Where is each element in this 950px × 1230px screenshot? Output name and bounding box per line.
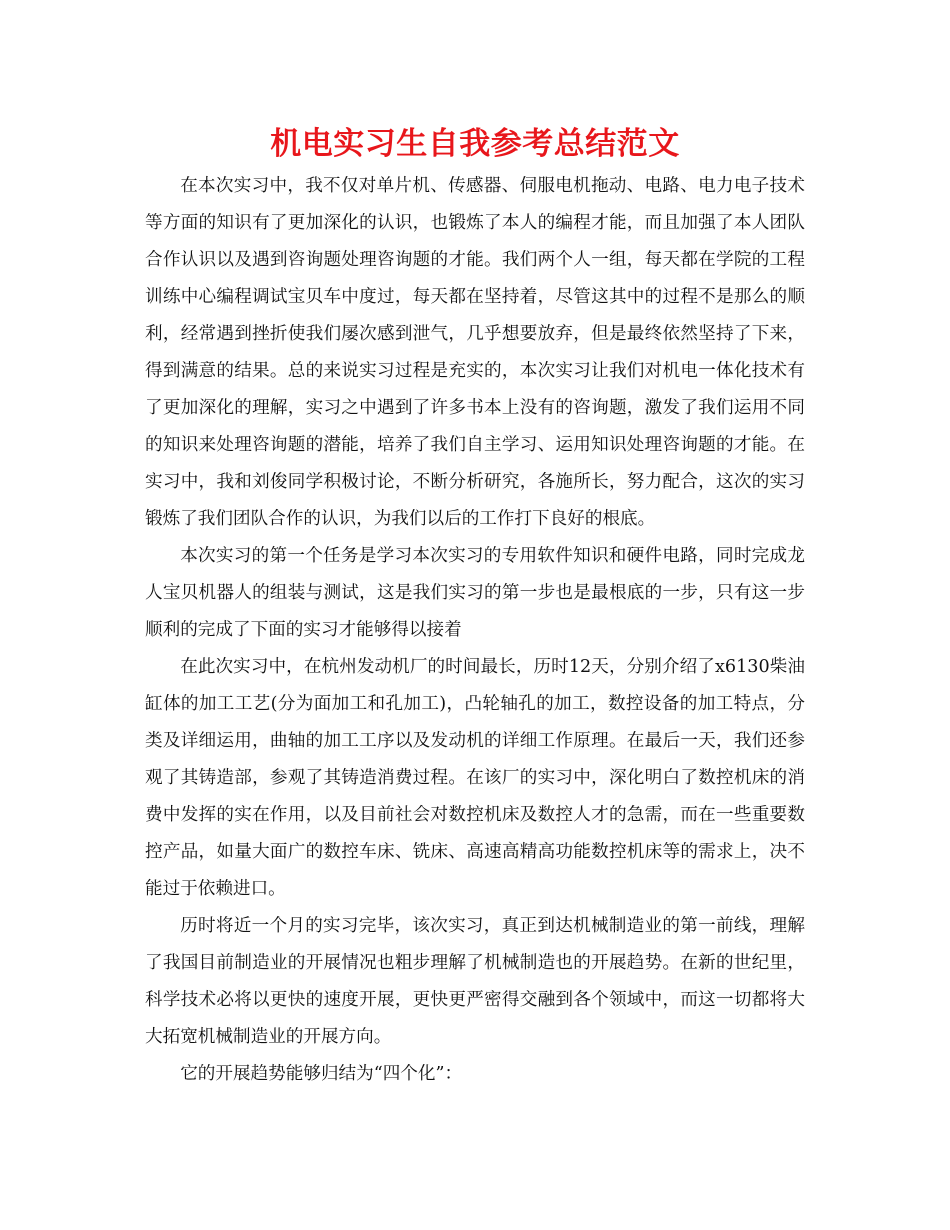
paragraph-2: 本次实习的第一个任务是学习本次实习的专用软件知识和硬件电路，同时完成龙人宝贝机器人的组装与测试，这是我们实习的第一步也是最根底的一步，只有这一步顺利的完成了下面的实习才能够得以接着 [145, 546, 805, 640]
paragraph-4: 历时将近一个月的实习完毕，该次实习，真正到达机械制造业的第一前线，理解了我国目前制造业的开展情况也粗步理解了机械制造也的开展趋势。在新的世纪里，科学技术必将以更快的速度开展，更快更严密得交融到各个领域中，而这一切都将大大拓宽机械制造业的开展方向。 [145, 916, 805, 1047]
paragraph-3: 在此次实习中，在杭州发动机厂的时间最长，历时12天，分别介绍了x6130柴油缸体的加工工艺(分为面加工和孔加工)，凸轮轴孔的加工，数控设备的加工特点，分类及详细运用，曲轴的加工工序以及发动机的详细工作原理。在最后一天，我们还参观了其铸造部，参观了其铸造消费过程。在该厂的实习中，深化明白了数控机床的消费中发挥的实在作用，以及目前社会对数控机床及数控人才的急需，而在一些重要数控产品，如量大面广的数控车床、铣床、高速高精高功能数控机床等的需求上，决不能过于依赖进口。 [145, 657, 805, 899]
document-title: 机电实习生自我参考总结范文 [270, 126, 680, 162]
document-body [145, 168, 805, 1093]
paragraph-1: 在本次实习中，我不仅对单片机、传感器、伺服电机拖动、电路、电力电子技术等方面的知识有了更加深化的认识，也锻炼了本人的编程才能，而且加强了本人团队合作认识以及遇到咨询题处理咨询题的才能。我们两个人一组，每天都在学院的工程训练中心编程调试宝贝车中度过，每天都在坚持着，尽管这其中的过程不是那么的顺利，经常遇到挫折使我们屡次感到泄气，几乎想要放弃，但是最终依然坚持了下来，得到满意的结果。总的来说实习过程是充实的，本次实习让我们对机电一体化技术有了更加深化的理解，实习之中遇到了许多书本上没有的咨询题，激发了我们运用不同的知识来处理咨询题的潜能，培养了我们自主学习、运用知识处理咨询题的才能。在实习中，我和刘俊同学积极讨论，不断分析研究，各施所长，努力配合，这次的实习锻炼了我们团队合作的认识，为我们以后的工作打下良好的根底。 [145, 176, 805, 529]
paragraph-5: 它的开展趋势能够归结为“四个化”： [180, 1064, 463, 1084]
